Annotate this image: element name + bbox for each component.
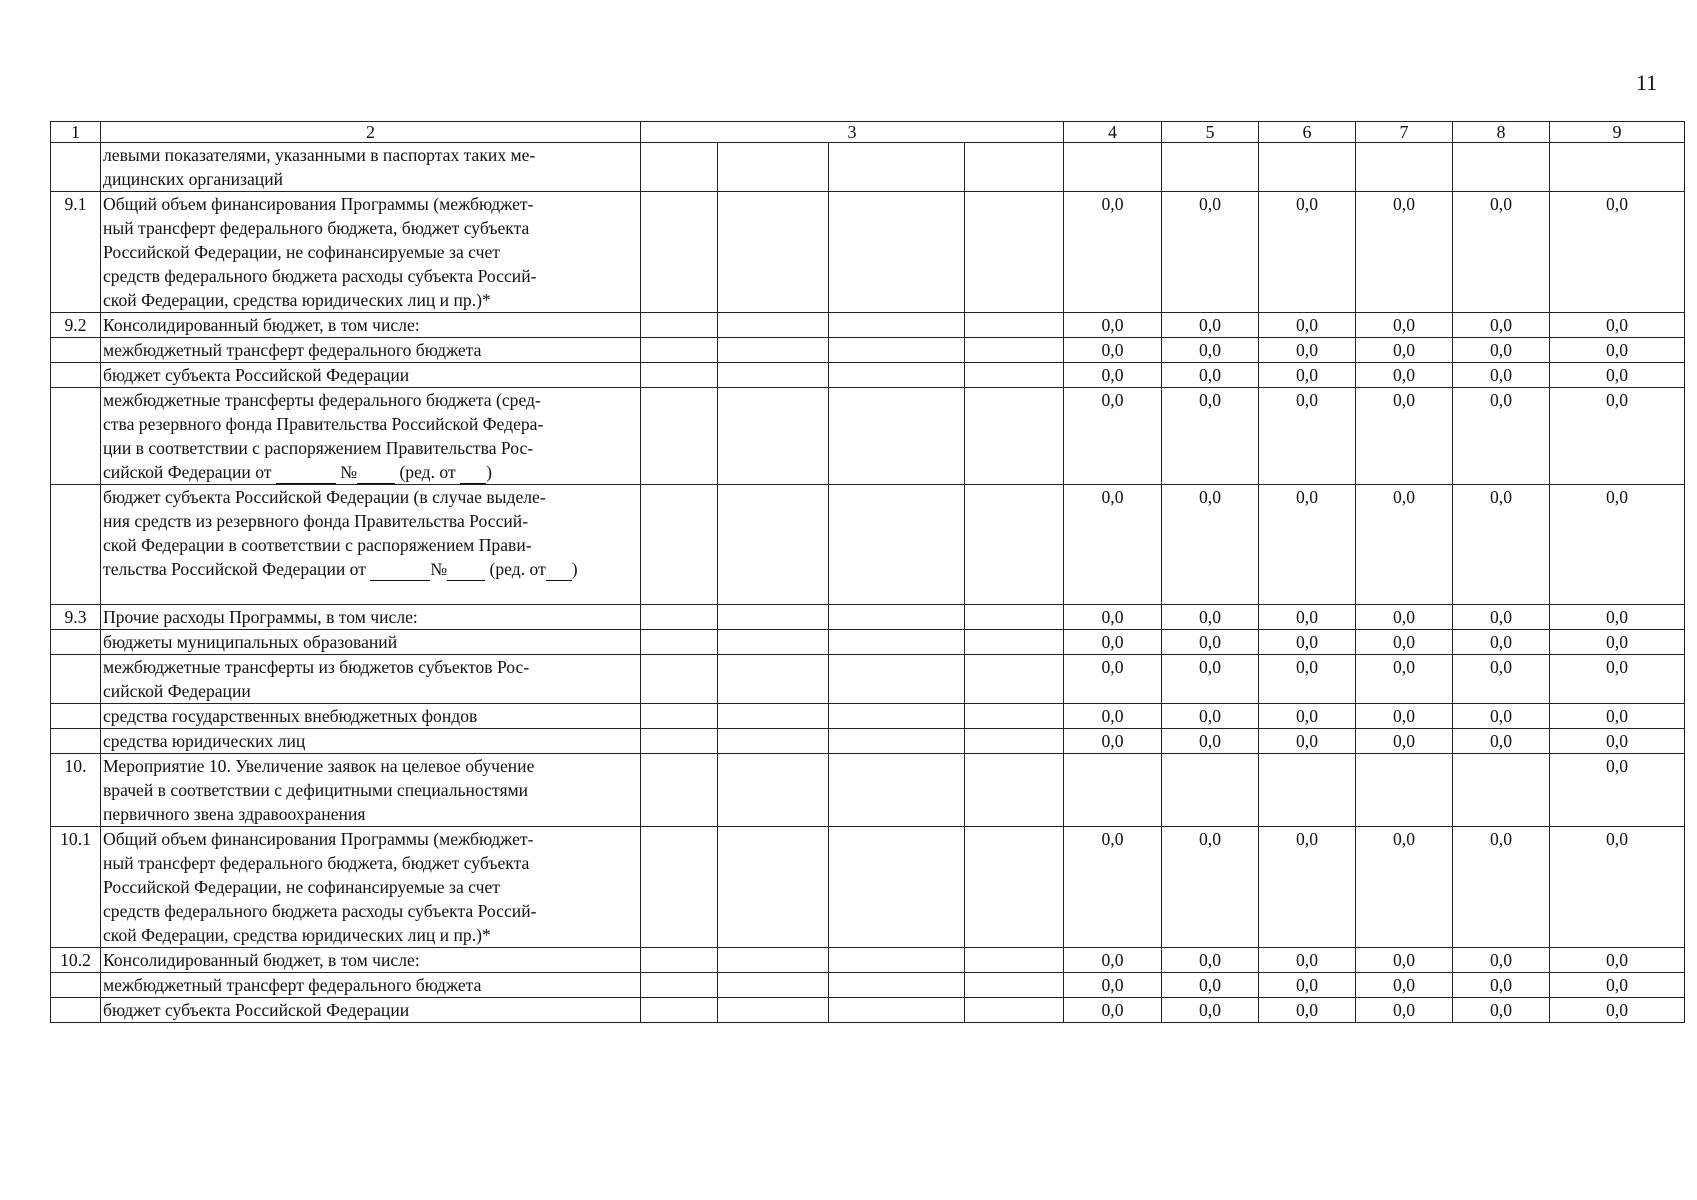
col3-subcell [641,388,718,485]
value-col-4: 0,0 [1064,948,1162,973]
value-col-4: 0,0 [1064,605,1162,630]
row-description: левыми показателями, указанными в паспортах таких ме- дицинских организаций [101,143,641,192]
value-col-4: 0,0 [1064,998,1162,1023]
value-col-5: 0,0 [1162,704,1259,729]
col3-subcell [718,998,829,1023]
value-col-9: 0,0 [1550,827,1685,948]
col3-subcell [718,729,829,754]
row-description: бюджет субъекта Российской Федерации [101,998,641,1023]
header-col-3: 3 [641,122,1064,143]
row-number [51,388,101,485]
col3-subcell [718,338,829,363]
row-number: 9.3 [51,605,101,630]
row-number: 9.1 [51,192,101,313]
row-description: Общий объем финансирования Программы (межбюджет- ный трансферт федерального бюджета, бюджет субъекта Российской Федерации, не софинансируемые за счет средств федерального бюджета расходы субъекта Россий- ской Федерации, средства юридических лиц и пр.)* [101,827,641,948]
col3-subcell [641,998,718,1023]
row-description: межбюджетный трансферт федерального бюджета [101,338,641,363]
row-description: Мероприятие 10. Увеличение заявок на целевое обучение врачей в соответствии с дефицитными специальностями первичного звена здравоохранения [101,754,641,827]
value-col-4: 0,0 [1064,388,1162,485]
value-col-4: 0,0 [1064,704,1162,729]
table-row [51,192,1685,313]
col3-subcell [965,704,1064,729]
col3-subcell [965,338,1064,363]
col3-subcell [829,655,965,704]
value-col-5: 0,0 [1162,338,1259,363]
col3-subcell [829,338,965,363]
financing-table [50,121,1685,1023]
table-row [51,973,1685,998]
value-col-5: 0,0 [1162,948,1259,973]
col3-subcell [829,192,965,313]
value-col-5: 0,0 [1162,192,1259,313]
header-col-7: 7 [1356,122,1453,143]
col3-subcell [718,754,829,827]
col3-subcell [965,605,1064,630]
value-col-4: 0,0 [1064,729,1162,754]
col3-subcell [718,192,829,313]
value-col-8: 0,0 [1453,729,1550,754]
value-col-5: 0,0 [1162,363,1259,388]
header-col-8: 8 [1453,122,1550,143]
value-col-7: 0,0 [1356,485,1453,605]
col3-subcell [641,754,718,827]
value-col-6: 0,0 [1259,948,1356,973]
value-col-6: 0,0 [1259,313,1356,338]
value-col-7 [1356,754,1453,827]
row-number: 10.2 [51,948,101,973]
table-row [51,338,1685,363]
value-col-5: 0,0 [1162,655,1259,704]
table-row [51,630,1685,655]
row-description: межбюджетные трансферты федерального бюджета (сред- ства резервного фонда Правительства Российской Федера- ции в соответствии с распоряжением Правительства Рос- сийской Федерации от № (ред. от ) [101,388,641,485]
value-col-6 [1259,143,1356,192]
col3-subcell [965,973,1064,998]
table-row [51,729,1685,754]
table-row [51,485,1685,605]
row-number: 9.2 [51,313,101,338]
row-description: бюджет субъекта Российской Федерации (в случае выделе- ния средств из резервного фонда Правительства Россий- ской Федерации в соответствии с распоряжением Прави- тельства Российской Федерации от № (ред. от ) [101,485,641,605]
value-col-6: 0,0 [1259,827,1356,948]
col3-subcell [641,655,718,704]
value-col-9: 0,0 [1550,192,1685,313]
col3-subcell [641,827,718,948]
value-col-8: 0,0 [1453,338,1550,363]
value-col-9: 0,0 [1550,754,1685,827]
row-description: средства государственных внебюджетных фондов [101,704,641,729]
value-col-4 [1064,143,1162,192]
col3-subcell [829,704,965,729]
col3-subcell [829,827,965,948]
col3-subcell [829,754,965,827]
table-row [51,655,1685,704]
col3-subcell [641,605,718,630]
col3-subcell [641,363,718,388]
table-row [51,704,1685,729]
col3-subcell [718,605,829,630]
col3-subcell [829,388,965,485]
value-col-9: 0,0 [1550,338,1685,363]
header-col-9: 9 [1550,122,1685,143]
value-col-8 [1453,754,1550,827]
header-row [51,122,1685,143]
table-row [51,388,1685,485]
row-description: Консолидированный бюджет, в том числе: [101,313,641,338]
col3-subcell [718,973,829,998]
value-col-8: 0,0 [1453,630,1550,655]
value-col-6: 0,0 [1259,363,1356,388]
row-description: Общий объем финансирования Программы (межбюджет- ный трансферт федерального бюджета, бюджет субъекта Российской Федерации, не софинансируемые за счет средств федерального бюджета расходы субъекта Россий- ской Федерации, средства юридических лиц и пр.)* [101,192,641,313]
row-number [51,338,101,363]
col3-subcell [965,998,1064,1023]
header-col-6: 6 [1259,122,1356,143]
col3-subcell [829,998,965,1023]
row-number [51,485,101,605]
value-col-7: 0,0 [1356,998,1453,1023]
value-col-9: 0,0 [1550,704,1685,729]
value-col-8: 0,0 [1453,192,1550,313]
col3-subcell [718,143,829,192]
col3-subcell [641,192,718,313]
value-col-5: 0,0 [1162,605,1259,630]
col3-subcell [965,754,1064,827]
col3-subcell [965,313,1064,338]
value-col-5: 0,0 [1162,827,1259,948]
value-col-8: 0,0 [1453,973,1550,998]
col3-subcell [829,729,965,754]
col3-subcell [641,143,718,192]
col3-subcell [641,704,718,729]
col3-subcell [641,948,718,973]
row-number: 10. [51,754,101,827]
row-number [51,630,101,655]
value-col-9: 0,0 [1550,729,1685,754]
value-col-7: 0,0 [1356,338,1453,363]
col3-subcell [718,363,829,388]
table-row [51,313,1685,338]
value-col-5: 0,0 [1162,973,1259,998]
value-col-8: 0,0 [1453,388,1550,485]
row-number [51,704,101,729]
value-col-6: 0,0 [1259,338,1356,363]
row-description: Прочие расходы Программы, в том числе: [101,605,641,630]
value-col-5: 0,0 [1162,388,1259,485]
value-col-6: 0,0 [1259,192,1356,313]
value-col-8: 0,0 [1453,313,1550,338]
value-col-5: 0,0 [1162,630,1259,655]
col3-subcell [718,827,829,948]
value-col-4: 0,0 [1064,973,1162,998]
value-col-4: 0,0 [1064,655,1162,704]
col3-subcell [829,630,965,655]
value-col-9: 0,0 [1550,973,1685,998]
value-col-7: 0,0 [1356,363,1453,388]
col3-subcell [829,485,965,605]
row-number [51,143,101,192]
value-col-7: 0,0 [1356,827,1453,948]
value-col-6: 0,0 [1259,605,1356,630]
value-col-6: 0,0 [1259,729,1356,754]
row-description: Консолидированный бюджет, в том числе: [101,948,641,973]
value-col-4: 0,0 [1064,338,1162,363]
table-row [51,827,1685,948]
value-col-8: 0,0 [1453,485,1550,605]
value-col-8: 0,0 [1453,998,1550,1023]
table-row [51,605,1685,630]
value-col-9: 0,0 [1550,388,1685,485]
col3-subcell [965,655,1064,704]
row-number [51,998,101,1023]
col3-subcell [829,143,965,192]
col3-subcell [965,827,1064,948]
table-row [51,143,1685,192]
value-col-7 [1356,143,1453,192]
value-col-9: 0,0 [1550,998,1685,1023]
value-col-8 [1453,143,1550,192]
value-col-9: 0,0 [1550,655,1685,704]
col3-subcell [965,630,1064,655]
col3-subcell [829,313,965,338]
col3-subcell [641,630,718,655]
col3-subcell [829,363,965,388]
value-col-9: 0,0 [1550,363,1685,388]
value-col-6: 0,0 [1259,704,1356,729]
value-col-5 [1162,754,1259,827]
col3-subcell [965,363,1064,388]
value-col-7: 0,0 [1356,704,1453,729]
value-col-7: 0,0 [1356,729,1453,754]
col3-subcell [641,338,718,363]
value-col-8: 0,0 [1453,363,1550,388]
value-col-5: 0,0 [1162,485,1259,605]
col3-subcell [718,485,829,605]
col3-subcell [718,630,829,655]
value-col-6: 0,0 [1259,388,1356,485]
value-col-6: 0,0 [1259,973,1356,998]
col3-subcell [641,729,718,754]
row-number: 10.1 [51,827,101,948]
value-col-7: 0,0 [1356,605,1453,630]
value-col-5: 0,0 [1162,729,1259,754]
row-description: бюджет субъекта Российской Федерации [101,363,641,388]
value-col-7: 0,0 [1356,388,1453,485]
table-row [51,948,1685,973]
value-col-8: 0,0 [1453,655,1550,704]
value-col-5: 0,0 [1162,998,1259,1023]
header-col-4: 4 [1064,122,1162,143]
table-body [51,122,1685,1023]
header-col-2: 2 [101,122,641,143]
value-col-5 [1162,143,1259,192]
col3-subcell [829,948,965,973]
value-col-7: 0,0 [1356,655,1453,704]
row-number [51,729,101,754]
value-col-9: 0,0 [1550,605,1685,630]
value-col-6: 0,0 [1259,998,1356,1023]
value-col-7: 0,0 [1356,313,1453,338]
col3-subcell [641,973,718,998]
row-description: средства юридических лиц [101,729,641,754]
value-col-9: 0,0 [1550,948,1685,973]
value-col-9: 0,0 [1550,485,1685,605]
col3-subcell [641,485,718,605]
col3-subcell [718,388,829,485]
value-col-9 [1550,143,1685,192]
row-description: межбюджетный трансферт федерального бюджета [101,973,641,998]
col3-subcell [718,655,829,704]
table-row [51,363,1685,388]
value-col-4: 0,0 [1064,630,1162,655]
col3-subcell [829,605,965,630]
value-col-4: 0,0 [1064,363,1162,388]
value-col-8: 0,0 [1453,827,1550,948]
value-col-7: 0,0 [1356,192,1453,313]
header-col-5: 5 [1162,122,1259,143]
value-col-4: 0,0 [1064,485,1162,605]
row-description: межбюджетные трансферты из бюджетов субъектов Рос- сийской Федерации [101,655,641,704]
value-col-7: 0,0 [1356,948,1453,973]
table-row [51,754,1685,827]
col3-subcell [718,704,829,729]
value-col-4 [1064,754,1162,827]
value-col-6: 0,0 [1259,655,1356,704]
col3-subcell [965,388,1064,485]
page-number: 11 [1636,70,1658,95]
row-number [51,363,101,388]
col3-subcell [965,729,1064,754]
row-number [51,973,101,998]
value-col-4: 0,0 [1064,313,1162,338]
row-description: бюджеты муниципальных образований [101,630,641,655]
col3-subcell [965,143,1064,192]
col3-subcell [965,485,1064,605]
value-col-5: 0,0 [1162,313,1259,338]
col3-subcell [718,948,829,973]
value-col-8: 0,0 [1453,605,1550,630]
col3-subcell [965,192,1064,313]
value-col-8: 0,0 [1453,948,1550,973]
value-col-9: 0,0 [1550,630,1685,655]
value-col-7: 0,0 [1356,630,1453,655]
header-col-1: 1 [51,122,101,143]
value-col-6: 0,0 [1259,630,1356,655]
row-number [51,655,101,704]
col3-subcell [718,313,829,338]
value-col-7: 0,0 [1356,973,1453,998]
value-col-6: 0,0 [1259,485,1356,605]
value-col-6 [1259,754,1356,827]
value-col-4: 0,0 [1064,192,1162,313]
value-col-4: 0,0 [1064,827,1162,948]
value-col-9: 0,0 [1550,313,1685,338]
col3-subcell [965,948,1064,973]
value-col-8: 0,0 [1453,704,1550,729]
col3-subcell [641,313,718,338]
table-row [51,998,1685,1023]
col3-subcell [829,973,965,998]
